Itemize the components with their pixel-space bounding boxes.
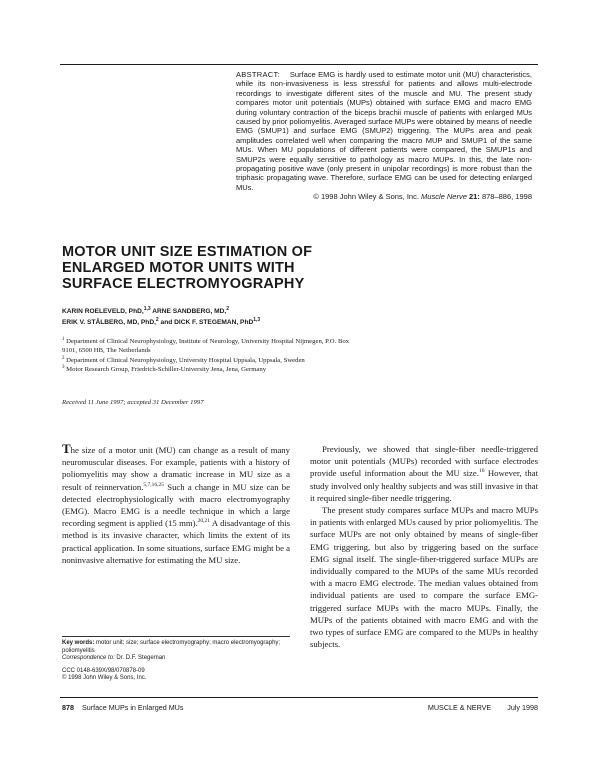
- author-list: [62, 306, 382, 328]
- correspondence: [62, 655, 294, 663]
- author-4: and DICK F. STEGEMAN, PhD: [160, 319, 254, 326]
- running-title: Surface MUPs in Enlarged MUs: [82, 703, 184, 712]
- abstract: [236, 70, 532, 202]
- body-column-right: [310, 443, 538, 650]
- paragraph-present-study: The present study compares surface MUPs and macro MUPs in patients with enlarged MUs caused by prior poliomyelitis. The surface MUPs are not only obtained by means of single-fiber EMG triggering, but also by triggering based on the surface EMG signal itself. The single-fiber-triggered surface MUPs are individually compared to the MUPs of the same MUs recorded with a macro EMG electrode. The median values obtained from individual patients are used to compare the surface EMG-triggered surface MUPs with the macro MUPs. Finally, the MUPs of the patients obtained with macro EMG and with the two types of surface EMG are compared to the MUPs in healthy subjects.: [310, 505, 538, 650]
- author-1: KARIN ROELEVELD, PhD,: [62, 308, 144, 315]
- author-1-affil: 1,3: [143, 305, 151, 312]
- abstract-label: ABSTRACT:: [236, 70, 280, 79]
- intro-paragraph: [62, 443, 290, 566]
- affiliation-2-num: 2: [62, 355, 65, 361]
- journal-name: MUSCLE & NERVE: [427, 703, 492, 712]
- correspondence-text: Dr. D.F. Stegeman: [116, 655, 166, 662]
- keywords-text: motor unit; size; surface electromyography; macro electromyography; poliomyelitis: [62, 640, 281, 654]
- affiliation-1-text: Department of Clinical Neurophysiology, Institute of Neurology, University Hospital Nijmegen, P.O. Box 9101, 6500 HB, The Netherlands: [62, 338, 350, 355]
- intro-text-2: Such a change in MU size can be detected electrophysiologically with macro electromyography (EMG). Macro EMG is a needle technique in which a large recording segment is applied (15 mm).: [62, 481, 290, 529]
- article-title: MOTOR UNIT SIZE ESTIMATION OF ENLARGED MOTOR UNITS WITH SURFACE ELECTROMYOGRAPHY: [62, 244, 313, 292]
- citation-ref: 5,7,16,25: [143, 481, 165, 488]
- affiliations: [62, 337, 362, 374]
- abstract-copyright-prefix: © 1998 John Wiley & Sons, Inc.: [313, 192, 419, 202]
- previous-work-text-2: However, that study involved only healthy subjects and was still invasive in that it required single-fiber needle triggering.: [310, 468, 538, 503]
- affiliation-2: [62, 356, 362, 365]
- drop-cap: T: [62, 441, 71, 456]
- affiliation-1-num: 1: [62, 336, 65, 342]
- affiliation-3-num: 3: [62, 364, 65, 370]
- affiliation-1: [62, 337, 362, 356]
- page-number: 878: [62, 703, 74, 712]
- issue-date: July 1998: [507, 703, 538, 712]
- citation-ref: 16: [478, 468, 485, 475]
- correspondence-label: Correspondence to:: [62, 655, 115, 662]
- author-3: ERIK V. STÅLBERG, MD, PhD,: [62, 319, 156, 326]
- affiliation-3-text: Motor Research Group, Friedrich-Schiller-University Jena, Jena, Germany: [66, 365, 267, 373]
- abstract-volume: 21:: [469, 192, 480, 202]
- keywords: [62, 640, 294, 655]
- abstract-journal: Muscle Nerve: [421, 192, 467, 202]
- citation-ref: 20,21: [197, 518, 211, 525]
- author-4-affil: 1,3: [253, 316, 261, 323]
- top-rule: [60, 64, 538, 65]
- footer-left: [62, 703, 183, 712]
- footer-right: [428, 703, 538, 712]
- keywords-label: Key words:: [62, 640, 95, 646]
- received-date: Received 11 June 1997; accepted 31 December 1997: [62, 399, 204, 406]
- paragraph-previous-work: [310, 443, 538, 504]
- author-3-affil: 2: [155, 316, 159, 323]
- abstract-body: Surface EMG is hardly used to estimate motor unit (MU) characteristics, while its non-invasiveness is less stressful for patients and allows multi-electrode recordings to investigate different sites of the muscle and MU. The present study compares motor unit potentials (MUPs) obtained with surface EMG and macro EMG during voluntary contraction of the biceps brachii muscle of patients with enlarged MUs caused by prior poliomyelitis. Averaged surface MUPs were obtained by means of needle EMG (SMUP1) and surface EMG (SMUP2) triggering. The MUPs area and peak amplitudes correlated well when comparing the macro MUP and SMUP1 of the same MUs. When MU populations of different patients were compared, the SMUP1s and SMUP2s were equally sensitive to pathology as macro MUPs. In this, the late non-propagating positive wave (only present in unipolar recordings) is more robust than the triphasic propagating wave. Therefore, surface EMG can be used for detecting enlarged MUs.: [236, 70, 532, 192]
- author-2: ARNE SANDBERG, MD,: [152, 308, 227, 315]
- footnote-rule: [62, 636, 290, 637]
- footnote-copyright: © 1998 John Wiley & Sons, Inc.: [62, 675, 147, 682]
- abstract-pages: 878–886, 1998: [481, 192, 532, 202]
- intro-text-1: he size of a motor unit (MU) can change as a result of many neuromuscular diseases. For example, patients with a history of poliomyelitis may show a dramatic increase in MU size as a result of reinnervation.: [62, 445, 290, 492]
- abstract-text: [236, 70, 532, 192]
- affiliation-3: [62, 365, 362, 374]
- abstract-copyright: [236, 192, 532, 201]
- body-column-left: [62, 443, 290, 566]
- previous-work-text-1: Previously, we showed that single-fiber needle-triggered motor unit potentials (MUPs) recorded with surface electrodes provide useful information about the MU size.: [310, 444, 538, 479]
- footnotes: [62, 640, 294, 683]
- intro-text-3: A disadvantage of this method is its invasive character, which limits the extent of its practical application. In some situations, surface EMG might be a noninvasive alternative for estimating the MU size.: [62, 518, 290, 565]
- ccc-code: CCC 0148-639X/98/070878-09: [62, 667, 145, 674]
- bottom-rule: [60, 697, 538, 698]
- affiliation-2-text: Department of Clinical Neurophysiology, University Hospital Uppsala, Uppsala, Sweden: [66, 356, 305, 364]
- author-2-affil: 2: [226, 305, 230, 312]
